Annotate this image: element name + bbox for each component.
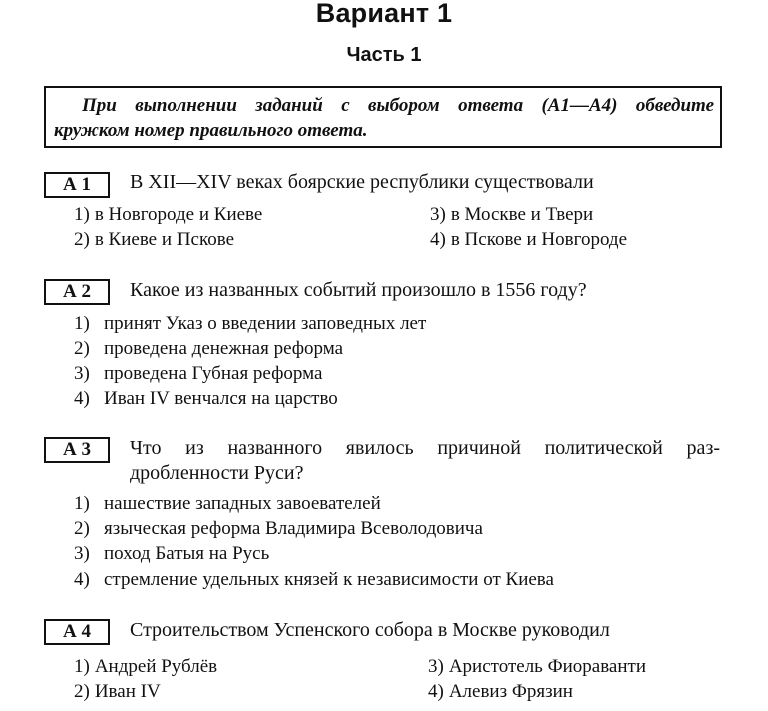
instruction-line-1: При выполнении заданий с выбором ответа (А1—А4) обведите bbox=[82, 95, 714, 116]
option-number: 1) bbox=[74, 204, 90, 225]
option-text: Андрей Рублёв bbox=[94, 656, 218, 677]
option-text: Аристотель Фиораванти bbox=[448, 656, 646, 677]
answer-option[interactable] bbox=[74, 312, 426, 336]
instruction-line-2: кружком номер правильного ответа. bbox=[54, 120, 368, 141]
question-text-a1: В XII—XIV веках боярские республики существовали bbox=[130, 171, 594, 193]
answer-option[interactable] bbox=[430, 203, 593, 227]
option-number: 4) bbox=[74, 388, 90, 409]
answer-option[interactable] bbox=[428, 680, 573, 704]
question-text-a2: Какое из названных событий произошло в 1556 году? bbox=[130, 279, 587, 301]
question-text-a3 bbox=[130, 436, 720, 486]
option-text: языческая реформа Владимира Всеволодовича bbox=[104, 518, 483, 539]
answer-option[interactable] bbox=[74, 655, 217, 679]
answer-option[interactable] bbox=[74, 568, 554, 592]
question-tag-a2: А 2 bbox=[44, 279, 110, 305]
answer-option[interactable] bbox=[74, 203, 262, 227]
question-tag-a4: А 4 bbox=[44, 619, 110, 645]
option-text: Алевиз Фрязин bbox=[448, 681, 573, 702]
instruction-box bbox=[44, 86, 722, 148]
question-tag-a3: А 3 bbox=[44, 437, 110, 463]
option-text: в Новгороде и Киеве bbox=[94, 204, 263, 225]
option-number: 2) bbox=[74, 229, 90, 250]
answer-option[interactable] bbox=[74, 362, 322, 386]
option-number: 2) bbox=[74, 518, 90, 539]
option-number: 3) bbox=[74, 543, 90, 564]
option-text: проведена денежная реформа bbox=[104, 338, 344, 359]
option-number: 2) bbox=[74, 338, 90, 359]
option-number: 2) bbox=[74, 681, 90, 702]
option-number: 1) bbox=[74, 493, 90, 514]
page-title: Вариант 1 bbox=[315, 0, 453, 28]
option-number: 4) bbox=[74, 569, 90, 590]
answer-option[interactable] bbox=[74, 492, 381, 516]
option-text: принят Указ о введении заповедных лет bbox=[104, 313, 427, 334]
answer-option[interactable] bbox=[74, 680, 161, 704]
option-text: в Пскове и Новгороде bbox=[450, 229, 627, 250]
option-text: в Киеве и Пскове bbox=[94, 229, 234, 250]
option-number: 3) bbox=[428, 656, 444, 677]
answer-option[interactable] bbox=[74, 542, 269, 566]
answer-option[interactable] bbox=[74, 337, 343, 361]
option-number: 3) bbox=[430, 204, 446, 225]
option-text: проведена Губная реформа bbox=[104, 363, 323, 384]
option-number: 1) bbox=[74, 313, 90, 334]
option-text: поход Батыя на Русь bbox=[104, 543, 270, 564]
option-number: 1) bbox=[74, 656, 90, 677]
answer-option[interactable] bbox=[74, 517, 483, 541]
question-text-line-2: дробленности Руси? bbox=[130, 462, 304, 484]
option-text: стремление удельных князей к независимости от Киева bbox=[104, 569, 554, 590]
option-text: Иван IV bbox=[94, 681, 161, 702]
question-text-a4: Строительством Успенского собора в Москве руководил bbox=[130, 619, 610, 641]
answer-option[interactable] bbox=[428, 655, 646, 679]
option-text: нашествие западных завоевателей bbox=[104, 493, 381, 514]
answer-option[interactable] bbox=[430, 228, 627, 252]
option-text: Иван IV венчался на царство bbox=[104, 388, 338, 409]
option-text: в Москве и Твери bbox=[450, 204, 594, 225]
answer-option[interactable] bbox=[74, 228, 234, 252]
question-text-line-1: Что из названного явилось причиной политической раз- bbox=[130, 437, 720, 459]
page-subtitle: Часть 1 bbox=[346, 44, 422, 66]
option-number: 4) bbox=[428, 681, 444, 702]
question-tag-a1: А 1 bbox=[44, 172, 110, 198]
option-number: 3) bbox=[74, 363, 90, 384]
answer-option[interactable] bbox=[74, 387, 338, 411]
option-number: 4) bbox=[430, 229, 446, 250]
